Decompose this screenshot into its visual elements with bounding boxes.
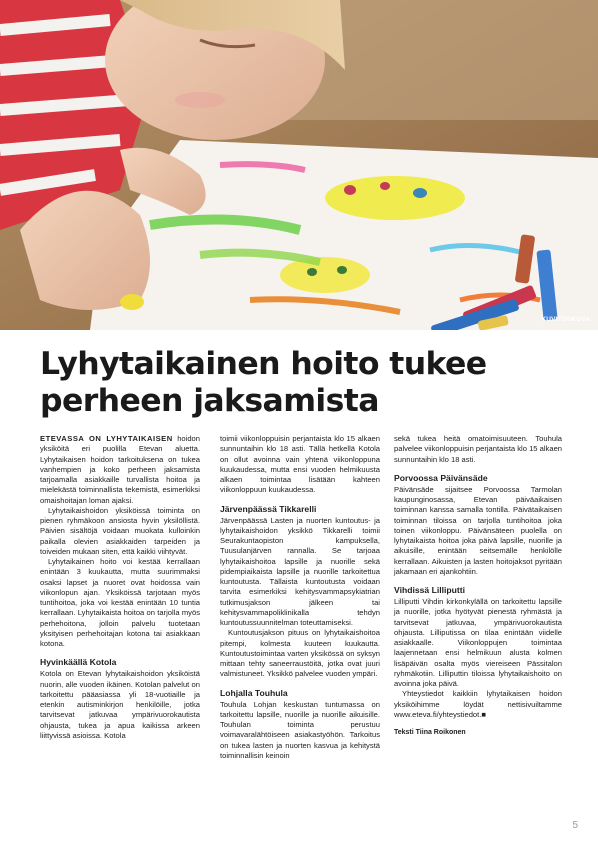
header-photo — [0, 0, 598, 330]
child-drawing-illustration — [0, 0, 598, 330]
lead-caps: ETEVASSA ON LYHYTAIKAISEN — [40, 434, 173, 443]
paragraph: toimii viikonloppuisin perjantaista klo 15 alkaen sunnuntaihin klo 18 asti. Tällä hetkellä Kotola on ollut avoinna vain yhtenä viikonloppuna kuukaudessa, mutta ensi vuoden helmikuusta alkaen toimintaa lisätään kahteen viikonloppuun kuukaudessa. — [220, 434, 380, 495]
subheading-touhula: Lohjalla Touhula — [220, 687, 288, 698]
lead-text: hoidon yksiköitä eri puolilla Etevan aluetta. Lyhytaikaisen hoidon tarkoituksena on tukea vanhempien ja koko perheen jaksamista tarjoamalla asiakkaille turvallista hoitoa ja mielekästä toiminnallista tekemistä, esimerkiksi omaishoitajan loman ajaksi. — [40, 434, 200, 505]
subheading-paivansade: Porvoossa Päivänsäde — [394, 472, 488, 483]
paragraph: Lyhytaikaishoidon yksiköissä toiminta on pienen ryhmäkoon ansiosta hyvin yksilöllistä. Päivien sisältöjä voidaan muokata kulloinkin paikalla olevien asiakkaiden tarpeiden ja toiveiden mukaan siten, että kaikki viihtyvät. — [40, 505, 200, 556]
paragraph: Järvenpäässä Lasten ja nuorten kuntoutus- ja lyhytaikaishoidon yksikkö Tikkarelli toimii Seurakuntaopiston kampuksella, Tuusulanjärven rannalla. Se tarjoaa lyhytaikaishoitoa lapsille ja nuorille sekä pidempiaikaista lapsille ja nuorille tarkoitettua kuntoutusta. Tällaista kuntoutusta voidaan tarvita esimerkiksi kehitysvammapsykiatrian tutkimusjakson jälkeen tai kehitysvammapoliklinikalla tehdyn kuntoutussuunnitelman toteuttamiseksi. — [220, 515, 380, 627]
headline-line-1: Lyhytaikainen hoito tukee — [40, 346, 487, 382]
contact-paragraph: Yhteystiedot kaikkiin lyhytaikaisen hoidon yksiköihimme löydät nettisivuiltamme www.eteva.fi/yhteystiedot.■ — [394, 689, 562, 719]
page-number: 5 — [572, 820, 578, 831]
photo-caption: KUVITUSKUVA. — [541, 316, 592, 323]
subheading-tikkarelli: Järvenpäässä Tikkarelli — [220, 503, 317, 514]
paragraph: Lyhytaikainen hoito voi kestää kerrallaan enintään 3 kuukautta, mutta suurimmaksi osaksi lapset ja nuoret ovat hoidossa vain viikonlopun ajan. Yksiköissä tarjotaan myös tuntihoitoa, joka voi kestää enintään 10 tuntia kerrallaan. Lyhytaikaista hoitoa on tarjolla myös perhehoitona, jolloin palvelu tuotetaan yksityisen perhehoitajan kotona tai asiakkaan kotona. — [40, 557, 200, 648]
article-headline — [40, 346, 570, 420]
subheading-lilliputti: Vihdissä Lilliputti — [394, 585, 465, 595]
column-1 — [40, 434, 200, 741]
paragraph: Touhula Lohjan keskustan tuntumassa on tarkoitettu lapsille, nuorille ja nuorille aikuisille. Touhulan toiminta perustuu voimavaralähtöiseen asiakastyöhön. Tarkoitus on tukea lasten ja nuorten kasvua ja kehitystä toiminnallisin keinoin — [220, 699, 380, 760]
column-3 — [394, 434, 562, 738]
paragraph: Kotola on Etevan lyhytaikaishoidon yksiköistä nuorin, alle vuoden ikäinen. Kotolan palvelut on tarkoitettu pääasiassa yli 18-vuotiaille ja etenkin autisminkirjon henkilöille, jotka tarvitsevat jatkuvaa ympärivuorokautista ohjausta, tukea ja apua kaikissa arkeen liittyvissä asioissa. Kotola — [40, 669, 200, 740]
article-body — [40, 434, 562, 804]
paragraph: Lilliputti Vihdin kirkonkylällä on tarkoitettu lapsille ja nuorille, jotka hyötyvät pienestä ryhmästä ja tarvitsevat jatkuvaa, ympärivuorokautista ohjausta. Lilliputissa on tilaa enintään viidelle asiakkaalle. Viikonloppujen toimintaa laajennetaan ensi helmikuun alusta kolmen lisäpäivän osalta myös viereiseen Pässitalon ryhmäkotiin. Lilliputtin tiloissa lyhytaikaishoito on avoinna joka päivä. — [394, 597, 562, 688]
headline-line-2: perheen jaksamista — [40, 383, 379, 419]
lead-paragraph — [40, 434, 200, 506]
paragraph: Päivänsäde sijaitsee Porvoossa Tarmolan kaupunginosassa, Etevan päiväaikaisen toiminnan kanssa samalla tontilla. Päivätaikaisen toiminnan tiloissa on tarjolla tuntihoitoa joka toinen viikonloppu. Päivänsäteen puolella on lyhytaikaista hoitoa joka päivä lapsille, nuorille ja aikuisille, enintään seitsemälle henkilölle kerrallaan. Aikuisten ja lasten hoitojaksot pyritään jakamaan eri ajankohtiin. — [394, 484, 562, 576]
paragraph: Kuntoutusjakson pituus on lyhytaikaishoitoa pitempi, kolmesta kuuteen kuukautta. Kuntoutustoimintaa varten yksikössä on syksyn mittaan tehty saneerraustöitä, jotka ovat juuri valmistuneet. Yksikkö palvelee vuoden ympäri. — [220, 628, 380, 679]
subheading-kotola: Hyvinkäällä Kotola — [40, 657, 117, 668]
author-credit: Teksti Tiina Roikonen — [394, 729, 466, 736]
column-2 — [220, 434, 380, 761]
paragraph: sekä tukea heitä omatoimisuuteen. Touhula palvelee viikonloppuisin perjantaista klo 15 alkaen sunnuntaihin klo 18 asti. — [394, 434, 563, 464]
